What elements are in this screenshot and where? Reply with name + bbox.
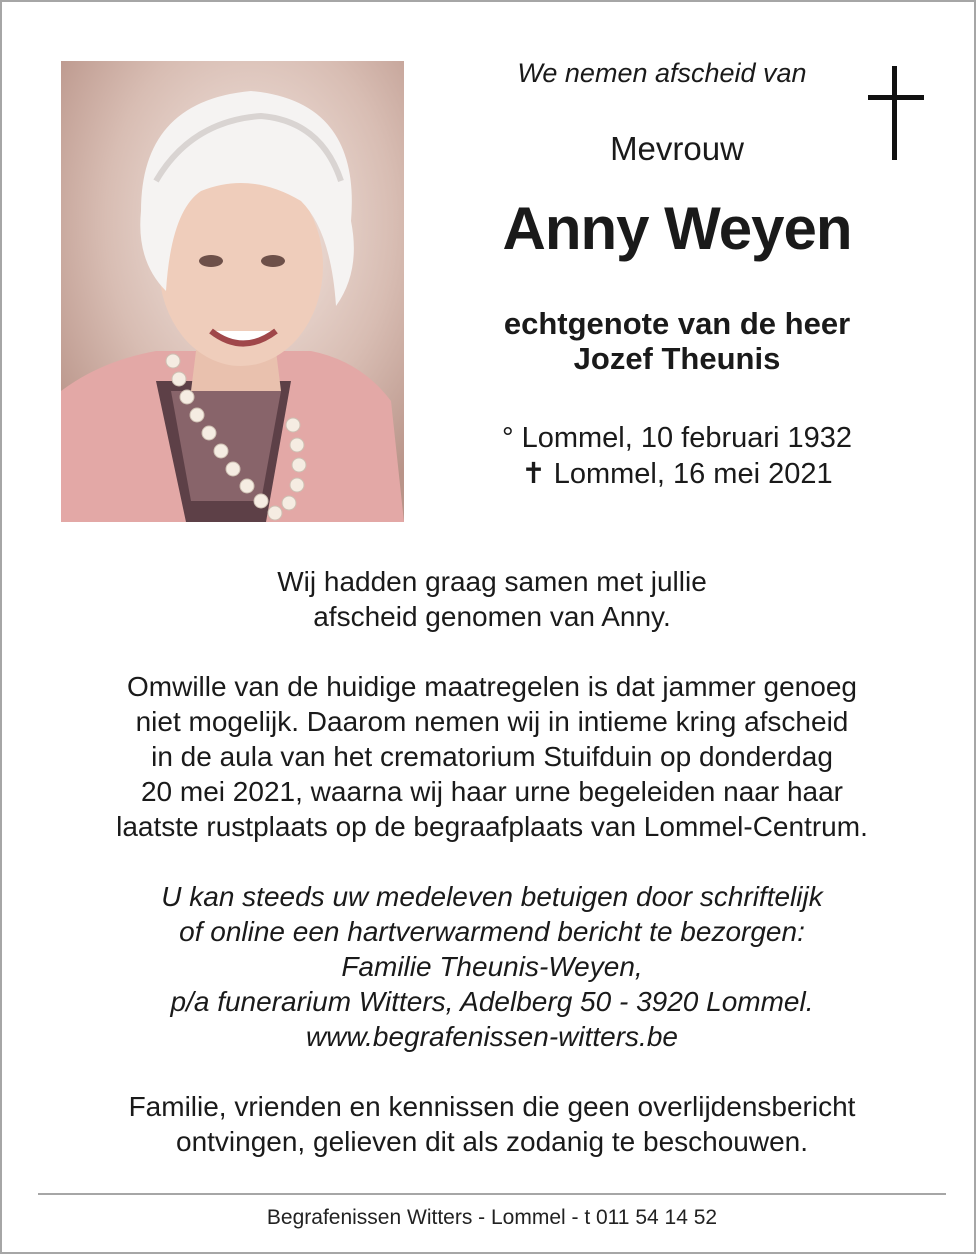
notice-paragraph — [42, 1089, 942, 1159]
life-dates — [442, 420, 912, 492]
text-line: of online een hartverwarmend bericht te bezorgen: — [179, 916, 805, 947]
message-body — [42, 564, 942, 1194]
farewell-paragraph — [42, 564, 942, 634]
text-line: Omwille van de huidige maatregelen is dat jammer genoeg — [127, 671, 857, 702]
website-link[interactable]: www.begrafenissen-witters.be — [306, 1021, 678, 1052]
text-line: afscheid genomen van Anny. — [313, 601, 671, 632]
text-line: Familie, vrienden en kennissen die geen overlijdensbericht — [128, 1091, 856, 1122]
intro-text: We nemen afscheid van — [517, 58, 807, 88]
address: p/a funerarium Witters, Adelberg 50 - 3920 Lommel. — [170, 986, 814, 1017]
text-line: Wij hadden graag samen met jullie — [277, 566, 707, 597]
text-line: 20 mei 2021, waarna wij haar urne begeleiden naar haar — [140, 776, 844, 807]
text-line: laatste rustplaats op de begraafplaats van Lommel-Centrum. — [116, 811, 868, 842]
text-line: niet mogelijk. Daarom nemen wij in intieme kring afscheid — [135, 706, 849, 737]
birth-date: ° Lommel, 10 februari 1932 — [501, 422, 853, 454]
text-line: U kan steeds uw medeleven betuigen door schriftelijk — [161, 881, 823, 912]
family-name: Familie Theunis-Weyen, — [341, 951, 643, 982]
footer-divider — [38, 1193, 946, 1195]
spouse-line: echtgenote van de heer — [503, 306, 851, 341]
text-line: in de aula van het crematorium Stuifduin op donderdag — [151, 741, 833, 772]
footer-text: Begrafenissen Witters - Lommel - t 011 54 14 52 — [266, 1206, 718, 1229]
portrait-photo — [61, 61, 404, 522]
deceased-name: Anny Weyen — [502, 195, 852, 262]
death-date: ✝ Lommel, 16 mei 2021 — [521, 458, 833, 490]
honorific: Mevrouw — [610, 130, 744, 167]
ceremony-paragraph — [42, 669, 942, 844]
condolence-paragraph — [42, 879, 942, 1054]
text-line: ontvingen, gelieven dit als zodanig te beschouwen. — [176, 1126, 808, 1157]
spouse-name: Jozef Theunis — [573, 341, 781, 376]
spouse-info — [442, 306, 912, 376]
